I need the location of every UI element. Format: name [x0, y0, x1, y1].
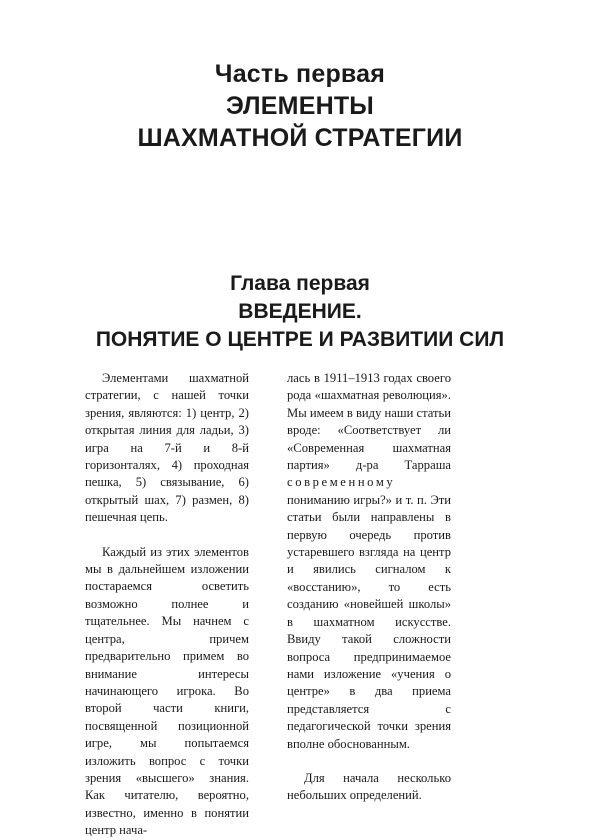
part-heading	[0, 58, 600, 154]
part-title-line-2: ШАХМАТНОЙ СТРАТЕГИИ	[137, 124, 463, 152]
paragraph-revolution-part-2: пониманию игры?» и т. п. Эти статьи были направлены в первую очередь против устаревшего взгляда на центр и явились сигналом к «восстанию», то есть созданию «новейшей школы» в шахматном искусстве. Ввиду такой сложности вопроса предпринимаемое нами изложение «учения о центре» в два приема представляется с педагогической точки зрения вполне обоснованным.	[287, 492, 451, 751]
spaced-emphasis-word: современному	[287, 475, 396, 490]
chapter-title-line-2: ПОНЯТИЕ О ЦЕНТРЕ И РАЗВИТИИ СИЛ	[95, 328, 505, 351]
paragraph-revolution-part-1: лась в 1911–1913 годах своего рода «шахматная революция». Мы имеем в виду наши статьи вроде: «Соответствует ли «Современная шахматная партия» д-ра Тарраша	[287, 371, 451, 473]
body-column-right	[287, 370, 451, 805]
body-column-left	[85, 370, 249, 840]
chapter-title-line-1: ВВЕДЕНИЕ.	[238, 300, 362, 323]
part-title-line-1: ЭЛЕМЕНТЫ	[226, 92, 374, 120]
paragraph-center-intro: Каждый из этих элементов мы в дальнейшем изложении постараемся осветить возможно полнее и тщательнее. Мы начнем с центра, причем предварительно примем во внимание интересы начинающего игрока. Во второй части книги, посвященной позиционной игре, мы попытаемся изложить вопрос с точки зрения «высшего» знания. Как читателю, вероятно, известно, именно в понятии центр нача-	[85, 544, 249, 838]
part-label: Часть первая	[214, 60, 386, 88]
chapter-heading	[0, 270, 600, 354]
chapter-label: Глава первая	[230, 272, 370, 295]
paragraph-definitions: Для начала несколько небольших определений.	[287, 770, 451, 803]
paragraph-revolution	[287, 370, 451, 753]
paragraph-elements: Элементами шахматной стратегии, с нашей точки зрения, являются: 1) центр, 2) открытая линия для ладьи, 3) игра на 7-й и 8-й горизонталях, 4) проходная пешка, 5) связывание, 6) открытый шах, 7) размен, 8) пешечная цепь.	[85, 371, 249, 525]
